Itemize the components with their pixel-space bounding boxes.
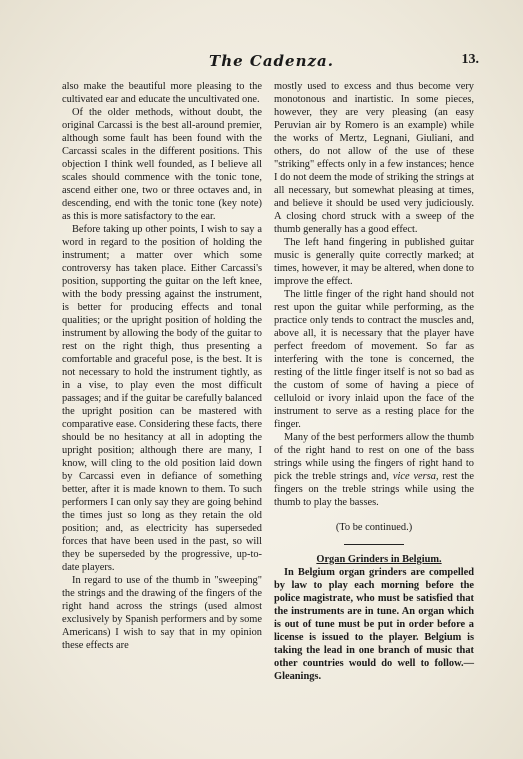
paragraph: The little finger of the right hand should not rest upon the guitar while performing, as the practice only tends to contract the muscles and, above all, it is necessary that the player have perfect freedom of movement. So far as interfering with the tone is concerned, the resting of the little finger itself is not so bad as the custom of some of having a piece of celluloid or ivory inlaid upon the face of the instrument to serve as a resting place for the finger. xyxy=(274,289,474,430)
text-run: Many of the best performers allow the thumb of the right hand to rest on one of the bass strings while using the fingers of right hand to pick the treble strings and, xyxy=(274,432,474,482)
page-header xyxy=(60,52,483,74)
text-run: rest the fingers on the treble strings while using the thumb to play the basses. xyxy=(274,471,474,508)
section-divider xyxy=(344,544,404,545)
running-title: The Cadenza. xyxy=(209,52,334,70)
paragraph: Before taking up other points, I wish to say a word in regard to the position of holding the instrument; a matter over which some controversy has taken place. Either Carcassi's position, supporting the guitar on the left knee, with the body pressing against the instrument, is better for producing effects and tonal qualities; or the upright position of holding the instrument by allowing the body of the guitar to rest on the right thigh, thus presenting a comfortable and graceful pose, is the best. It is not necessary to hold the instrument tightly, as in a vise, to play even the most difficult passages; and if the guitar be carefully balanced the upright position can be mastered with comparative ease. Considering these facts, there should be no hesitancy at all in adopting the upright position; although there are many, I know, will cling to the old position laid down by Carcassi even in defiance of something better, after it is made known to them. To such performers I can only say they are going behind the times just so long as they retain the old position; and, as electricity has superseded forces that have been used in the past, so will they be superseded by the progressive, up-to-date players. xyxy=(62,224,262,573)
paragraph: mostly used to excess and thus become very monotonous and inartistic. In some pieces, however, they are very pleasing (an easy Peruvian air by Romero is an example) while the works of Mertz, Legnani, Giuliani, and others, do not allow of the use of these "striking" effects only in a few instances; hence I do not deem the mode of striking the strings at all necessary, but somewhat pleasing at times, and believe it should be used very judiciously. A closing chord struck with a sweep of the thumb generally has a good effect. xyxy=(274,81,474,235)
paragraph: also make the beautiful more pleasing to the cultivated ear and educate the uncultivated one. xyxy=(62,81,262,105)
article-title: Organ Grinders in Belgium. xyxy=(316,554,442,565)
continued-note: (To be continued.) xyxy=(335,522,413,533)
right-column xyxy=(274,80,474,683)
italic-phrase: vice versa, xyxy=(392,471,439,482)
paragraph: Of the older methods, without doubt, the original Carcassi is the best all-around premier, although some fault has been found with the Carcassi scales in the different positions. This objection I think well founded, as I believe all scales should commence with the tonic tone, ascend either one, two or three octaves and, in descending, end with the tonic tone (key note) as this is more satisfactory to the ear. xyxy=(62,107,262,222)
paragraph: In regard to use of the thumb in "sweeping" the strings and the drawing of the fingers of the right hand across the strings (used almost exclusively by Spanish performers and by some Americans) I wish to say that in my opinion these effects are xyxy=(62,575,262,651)
page-number: 13. xyxy=(461,52,479,67)
paragraph-with-italic xyxy=(274,431,474,509)
paragraph: The left hand fingering in published guitar music is generally quite correctly marked; at times, however, it may be altered, when done to improve the effect. xyxy=(274,237,474,287)
left-column xyxy=(62,80,262,652)
article-body: In Belgium organ grinders are compelled by law to play each morning before the police magistrate, who must be satisfied that the instruments are in tune. An organ which is out of tune must be put in order before a license is issued to the player. Belgium is taking the lead in one branch of music that other countries would do well to follow.—Gleanings. xyxy=(274,567,474,682)
